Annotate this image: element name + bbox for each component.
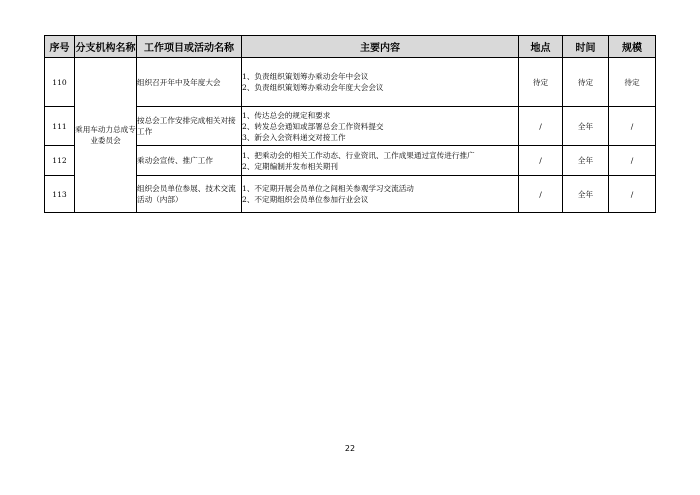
content-line: 1、传达总会的规定和要求 — [242, 110, 331, 120]
location-cell: 待定 — [519, 58, 563, 107]
page-number: 22 — [344, 444, 356, 453]
scale-cell: / — [609, 176, 656, 213]
row-index: 112 — [45, 146, 75, 176]
location-cell: / — [519, 176, 563, 213]
time-cell: 待定 — [563, 58, 609, 107]
project-cell: 组织召开年中及年度大会 — [137, 58, 242, 107]
scale-cell: / — [609, 107, 656, 146]
time-cell: 全年 — [563, 176, 609, 213]
project-cell: 乘动会宣传、推广工作 — [137, 146, 242, 176]
project-cell: 按总会工作安排完成相关对接工作 — [137, 107, 242, 146]
content-line: 2、转发总会通知或部署总会工作资料提交 — [242, 121, 384, 131]
header-row — [45, 36, 656, 58]
time-cell: 全年 — [563, 146, 609, 176]
header-index: 序号 — [45, 36, 75, 58]
row-index: 110 — [45, 58, 75, 107]
header-project: 工作项目或活动名称 — [137, 36, 242, 58]
table-row — [45, 58, 656, 107]
header-org: 分支机构名称 — [75, 36, 137, 58]
header-scale: 规模 — [609, 36, 656, 58]
content-cell — [242, 176, 519, 213]
time-cell: 全年 — [563, 107, 609, 146]
row-index: 111 — [45, 107, 75, 146]
header-content: 主要内容 — [242, 36, 519, 58]
content-line: 2、不定期组织会员单位参加行业会议 — [242, 195, 369, 204]
content-cell — [242, 58, 519, 107]
content-line: 2、负责组织策划筹办乘动会年度大会会议 — [242, 83, 384, 92]
header-time: 时间 — [563, 36, 609, 58]
table-row — [45, 146, 656, 176]
content-line: 2、定期编制并发布相关期刊 — [242, 161, 338, 171]
header-location: 地点 — [519, 36, 563, 58]
content-line: 1、不定期开展会员单位之间相关参观学习交流活动 — [242, 184, 414, 193]
content-cell — [242, 146, 519, 176]
content-line: 3、新会入会资料递交对接工作 — [242, 132, 346, 142]
work-plan-table — [44, 35, 656, 213]
row-index: 113 — [45, 176, 75, 213]
project-cell: 组织会员单位参展、技术交流活动（内部） — [137, 176, 242, 213]
scale-cell: / — [609, 146, 656, 176]
scale-cell: 待定 — [609, 58, 656, 107]
content-line: 1、把乘动会的相关工作动态、行业资讯、工作成果通过宣传进行推广 — [242, 150, 475, 160]
content-line: 1、负责组织策划筹办乘动会年中会议 — [242, 72, 369, 81]
org-name-cell: 乘用车动力总成专业委员会 — [75, 58, 137, 213]
table-row — [45, 107, 656, 146]
location-cell: / — [519, 146, 563, 176]
content-cell — [242, 107, 519, 146]
location-cell: / — [519, 107, 563, 146]
table-row — [45, 176, 656, 213]
